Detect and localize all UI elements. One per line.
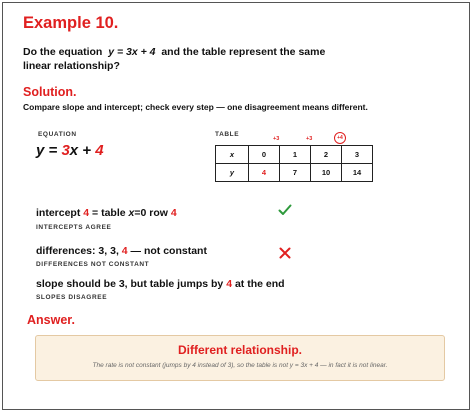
table-row [216, 164, 373, 182]
table-cell: 0 [249, 146, 280, 164]
question-equation: y = 3x + 4 [108, 46, 156, 58]
differences-caption: DIFFERENCES NOT CONSTANT [36, 261, 150, 268]
answer-box [35, 335, 445, 381]
differences-pre: differences: 3, 3, [36, 245, 122, 257]
solution-title: Solution. [23, 85, 77, 99]
differences-statement [36, 245, 207, 257]
table-cell: 14 [342, 164, 373, 182]
intercept-x-var: x [128, 207, 135, 219]
question-post: and the table represent the same linear relationship? [23, 46, 326, 72]
difference-label-highlighted: +4 [334, 132, 346, 144]
slope-value: 4 [226, 278, 233, 290]
differences-post: — not constant [127, 245, 207, 257]
table-header-y: y [216, 164, 249, 182]
intercept-mid: = table [89, 207, 129, 219]
table-header-x: x [216, 146, 249, 164]
question-text [23, 45, 353, 73]
table-cell: 7 [280, 164, 311, 182]
table-cell: 1 [280, 146, 311, 164]
table-cell: 2 [311, 146, 342, 164]
page-frame [2, 2, 470, 410]
equation-label: EQUATION [38, 131, 77, 138]
intercept-caption: INTERCEPTS AGREE [36, 224, 112, 231]
equation-prefix: y = [36, 142, 62, 159]
intercept-statement [36, 207, 177, 219]
table-row [216, 146, 373, 164]
slope-post: at the end [232, 278, 285, 290]
slope-statement [36, 278, 285, 290]
answer-note: The rate is not constant (jumps by 4 instead of 3), so the table is not y = 3x + 4 — in fact it is not linear. [92, 362, 388, 369]
table-cell: 10 [311, 164, 342, 182]
cross-icon [279, 246, 291, 264]
intercept-value: 4 [83, 207, 90, 219]
values-table [215, 145, 373, 182]
solution-instruction: Compare slope and intercept; check every step — one disagreement means different. [23, 102, 368, 112]
question-pre: Do the equation [23, 46, 103, 58]
table-cell: 3 [342, 146, 373, 164]
equation-display [36, 142, 104, 159]
intercept-pre: intercept [36, 207, 84, 219]
example-title: Example 10. [23, 14, 119, 32]
difference-label: +3 [273, 136, 280, 142]
slope-pre: slope should be 3, but table jumps by [36, 278, 227, 290]
equation-intercept: 4 [95, 142, 104, 159]
difference-label: +3 [306, 136, 313, 142]
intercept-mid2: =0 row [134, 207, 171, 219]
differences-value: 4 [121, 245, 128, 257]
intercept-row-value: 4 [170, 207, 177, 219]
check-icon [278, 203, 292, 221]
equation-slope: 3 [61, 142, 70, 159]
table-cell-highlighted: 4 [249, 164, 280, 182]
slope-caption: SLOPES DISAGREE [36, 294, 108, 301]
answer-heading: Different relationship. [177, 343, 302, 357]
equation-middle: x + [69, 142, 96, 159]
table-label: TABLE [215, 131, 240, 138]
answer-title: Answer. [27, 313, 75, 327]
